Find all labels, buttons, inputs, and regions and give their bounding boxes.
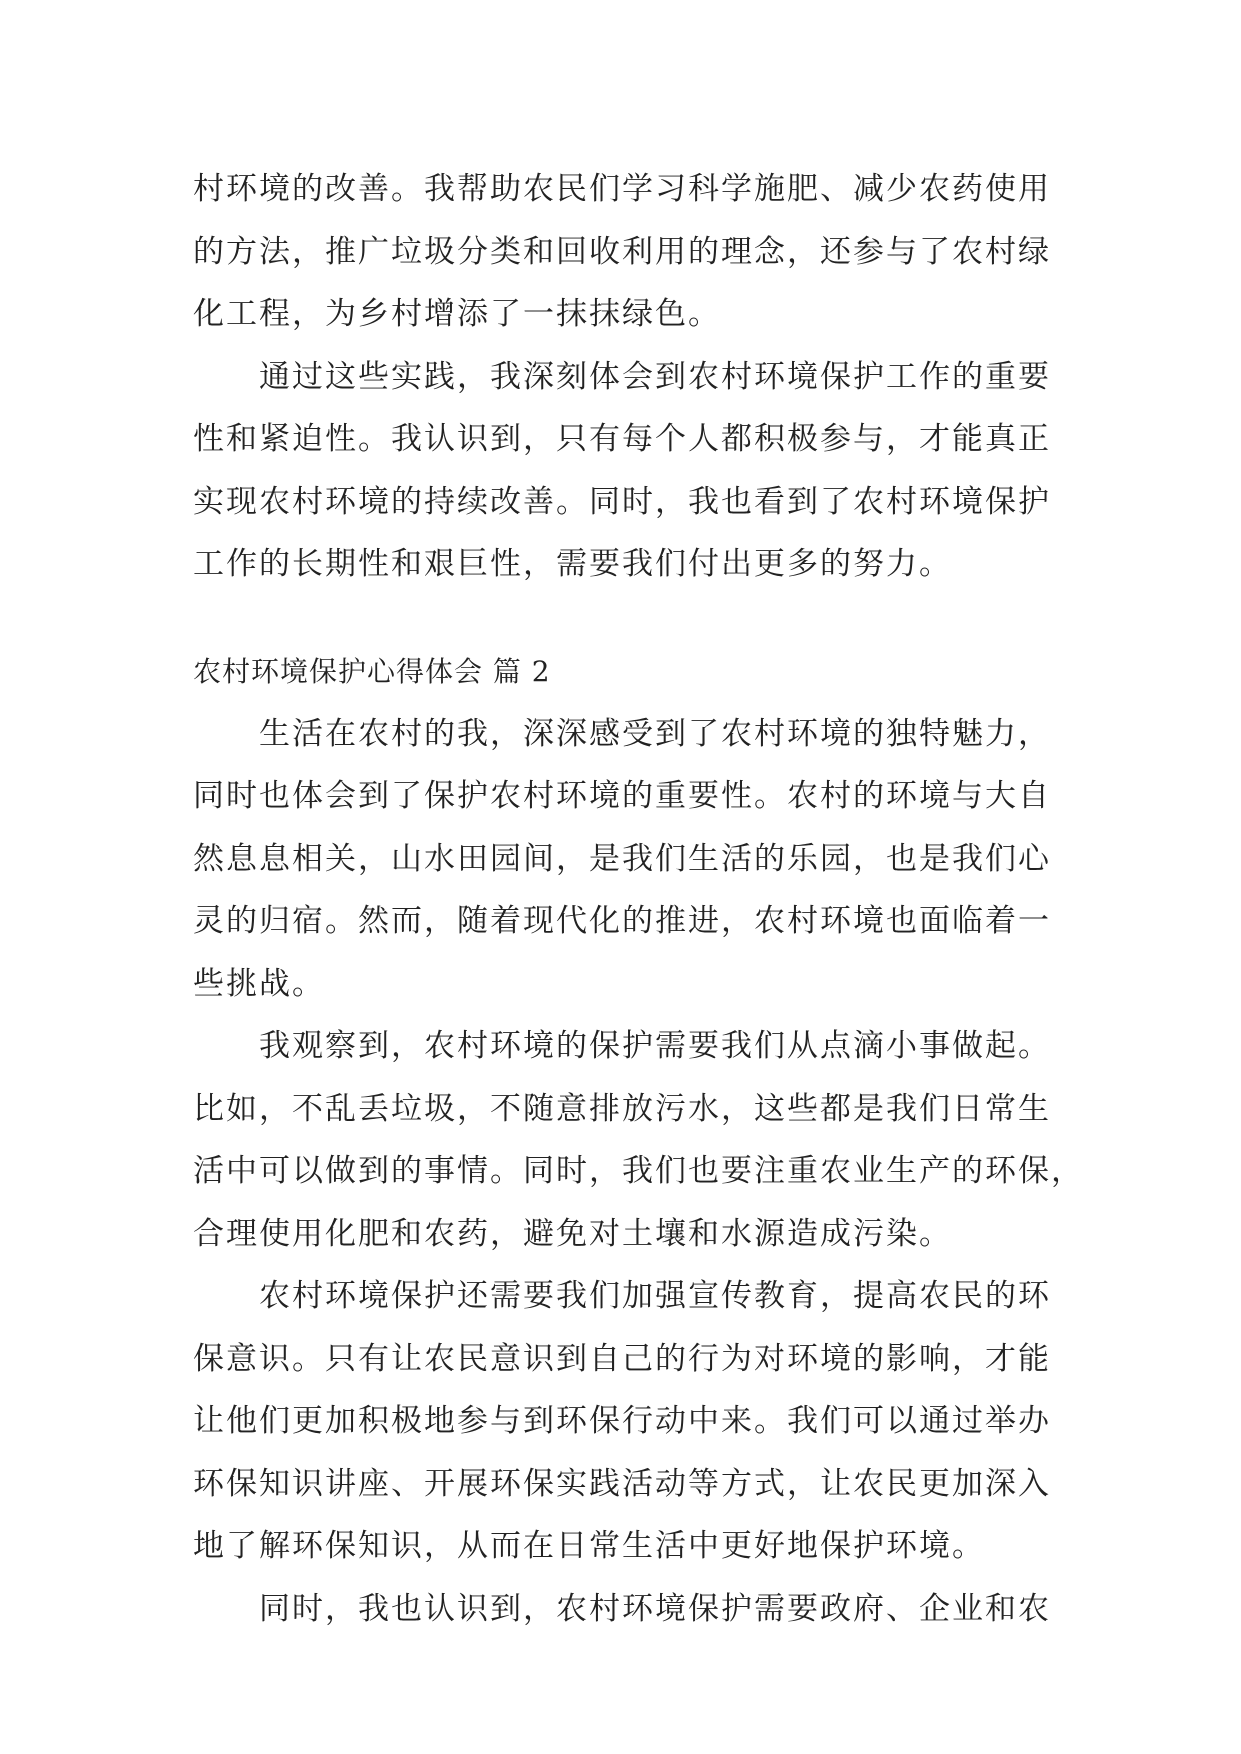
text-line: 些挑战。 (193, 965, 325, 1002)
text-line: 通过这些实践，我深刻体会到农村环境保护工作的重要 (259, 358, 1051, 395)
text-line: 工作的长期性和艰巨性，需要我们付出更多的努力。 (193, 546, 952, 582)
text-line: 环保知识讲座、开展环保实践活动等方式，让农民更加深入 (193, 1465, 1051, 1502)
paragraph-reflection (193, 346, 1063, 596)
text-line: 地了解环保知识，从而在日常生活中更好地保护环境。 (193, 1528, 985, 1564)
text-line: 比如，不乱丢垃圾，不随意排放污水，这些都是我们日常生 (193, 1090, 1051, 1127)
text-line: 同时也体会到了保护农村环境的重要性。农村的环境与大自 (193, 778, 1051, 814)
section-heading: 农村环境保护心得体会 篇 2 (193, 654, 551, 688)
text-line: 化工程，为乡村增添了一抹抹绿色。 (193, 296, 721, 332)
paragraph-intro (193, 703, 1063, 1016)
text-line: 同时，我也认识到，农村环境保护需要政府、企业和农 (259, 1590, 1051, 1627)
text-line: 活中可以做到的事情。同时，我们也要注重农业生产的环保， (193, 1153, 1084, 1189)
paragraph-cooperation (193, 1578, 1063, 1641)
paragraph-education (193, 1265, 1063, 1578)
text-line: 灵的归宿。然而，随着现代化的推进，农村环境也面临着一 (193, 903, 1051, 939)
text-line: 性和紧迫性。我认识到，只有每个人都积极参与，才能真正 (193, 421, 1051, 457)
text-line: 合理使用化肥和农药，避免对土壤和水源造成污染。 (193, 1215, 952, 1252)
paragraph-continuation (193, 158, 1063, 346)
text-line: 实现农村环境的持续改善。同时，我也看到了农村环境保护 (193, 483, 1051, 520)
text-line: 村环境的改善。我帮助农民们学习科学施肥、减少农药使用 (193, 171, 1051, 207)
text-line: 生活在农村的我，深深感受到了农村环境的独特魅力， (259, 715, 1051, 752)
text-line: 的方法，推广垃圾分类和回收利用的理念，还参与了农村绿 (193, 233, 1051, 270)
text-line: 我观察到，农村环境的保护需要我们从点滴小事做起。 (259, 1028, 1051, 1064)
text-line: 保意识。只有让农民意识到自己的行为对环境的影响，才能 (193, 1340, 1051, 1377)
document-page (193, 158, 1084, 1640)
text-line: 农村环境保护还需要我们加强宣传教育，提高农民的环 (259, 1278, 1051, 1314)
text-line: 然息息相关，山水田园间，是我们生活的乐园，也是我们心 (193, 840, 1051, 877)
paragraph-observation (193, 1015, 1084, 1265)
text-line: 让他们更加积极地参与到环保行动中来。我们可以通过举办 (193, 1403, 1051, 1439)
